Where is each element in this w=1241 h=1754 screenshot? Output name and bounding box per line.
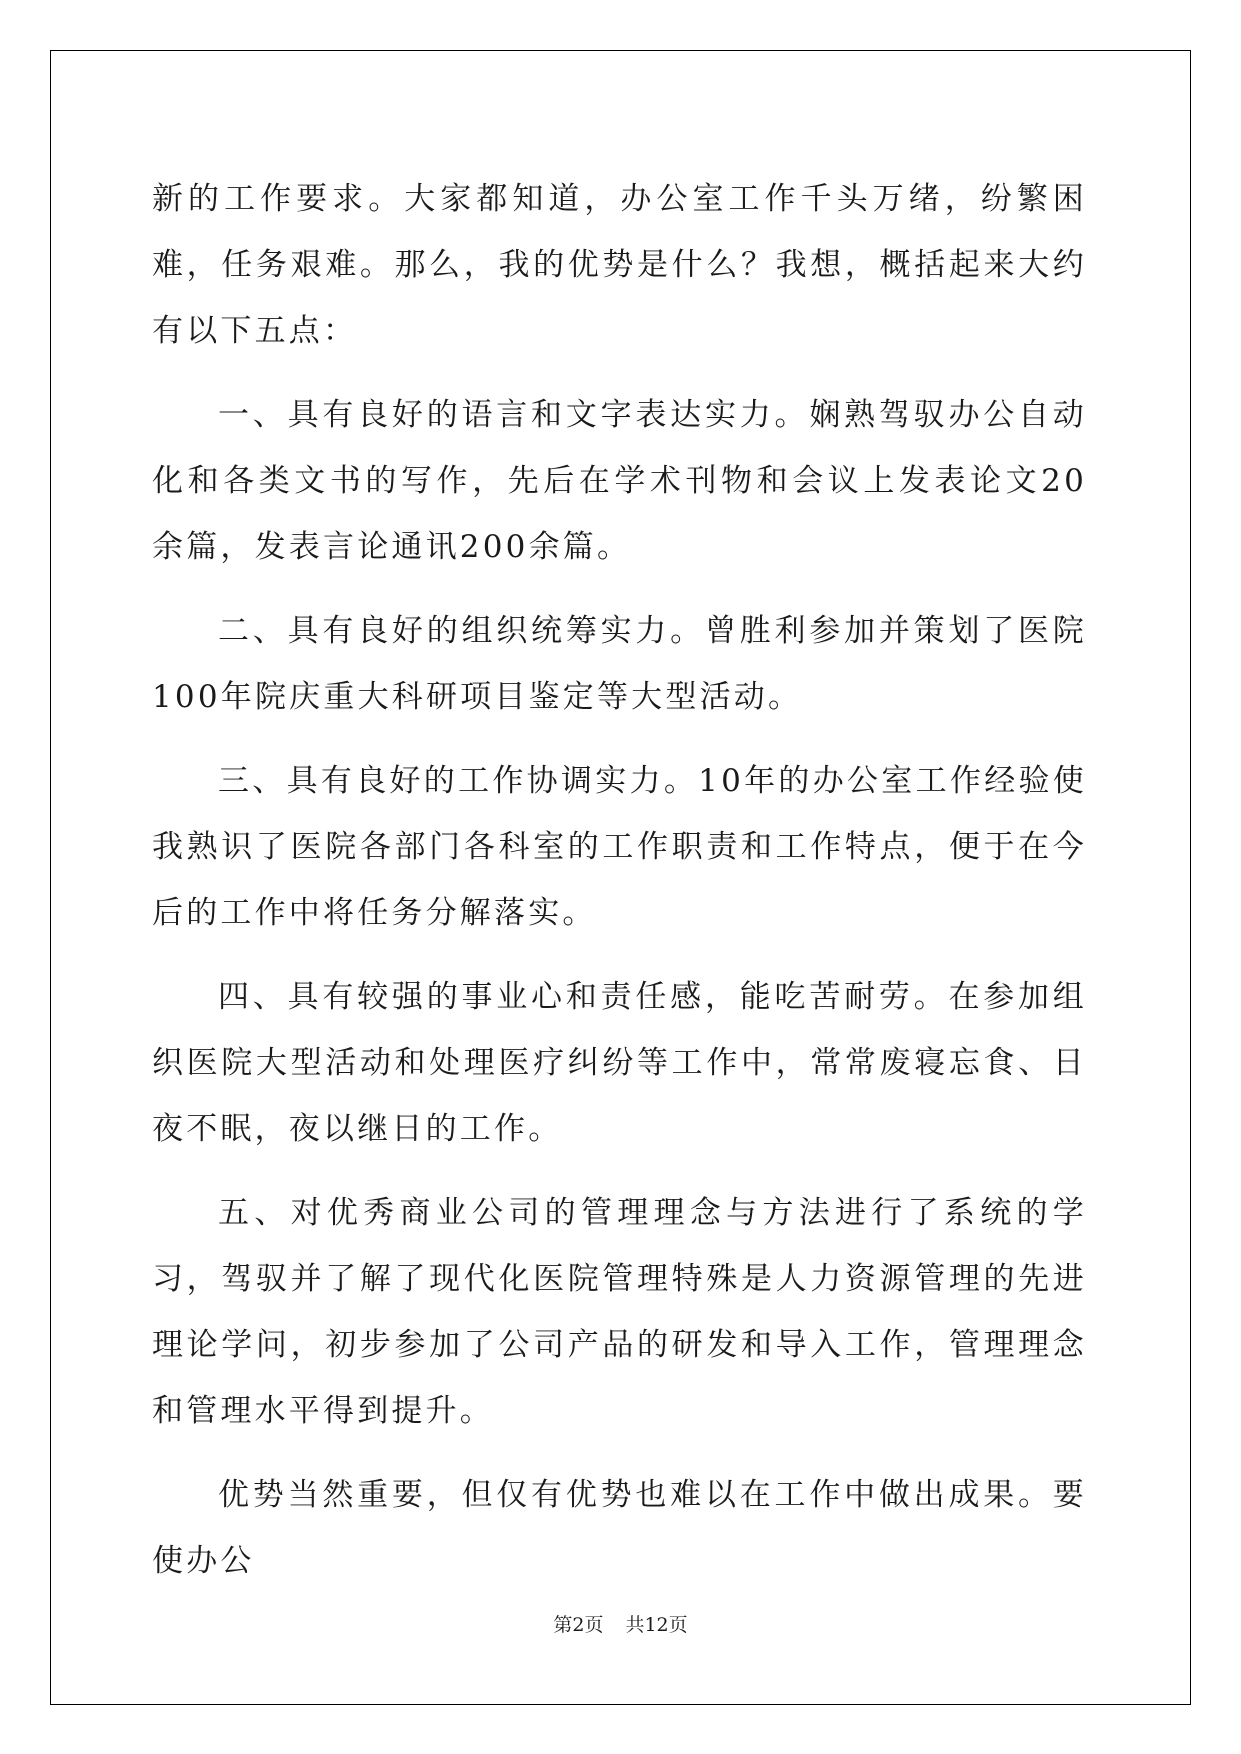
document-body bbox=[152, 166, 1087, 1612]
paragraph: 二、具有良好的组织统筹实力。曾胜利参加并策划了医院100年院庆重大科研项目鉴定等大型活动。 bbox=[152, 613, 1087, 715]
paragraph: 优势当然重要，但仅有优势也难以在工作中做出成果。要使办公 bbox=[152, 1477, 1087, 1579]
page-footer bbox=[0, 1612, 1241, 1638]
paragraph: 五、对优秀商业公司的管理理念与方法进行了系统的学习，驾驭并了解了现代化医院管理特殊是人力资源管理的先进理论学问，初步参加了公司产品的研发和导入工作，管理理念和管理水平得到提升。 bbox=[152, 1195, 1087, 1429]
page-number-total: 共12页 bbox=[625, 1614, 688, 1636]
paragraph: 一、具有良好的语言和文字表达实力。娴熟驾驭办公自动化和各类文书的写作，先后在学术刊物和会议上发表论文20余篇，发表言论通讯200余篇。 bbox=[152, 397, 1087, 565]
page-number-current: 第2页 bbox=[553, 1614, 604, 1636]
paragraph: 新的工作要求。大家都知道，办公室工作千头万绪，纷繁困难，任务艰难。那么，我的优势是什么？我想，概括起来大约有以下五点： bbox=[152, 181, 1087, 349]
paragraph: 四、具有较强的事业心和责任感，能吃苦耐劳。在参加组织医院大型活动和处理医疗纠纷等工作中，常常废寝忘食、日夜不眠，夜以继日的工作。 bbox=[152, 979, 1087, 1147]
paragraph: 三、具有良好的工作协调实力。10年的办公室工作经验使我熟识了医院各部门各科室的工作职责和工作特点，便于在今后的工作中将任务分解落实。 bbox=[152, 763, 1087, 931]
